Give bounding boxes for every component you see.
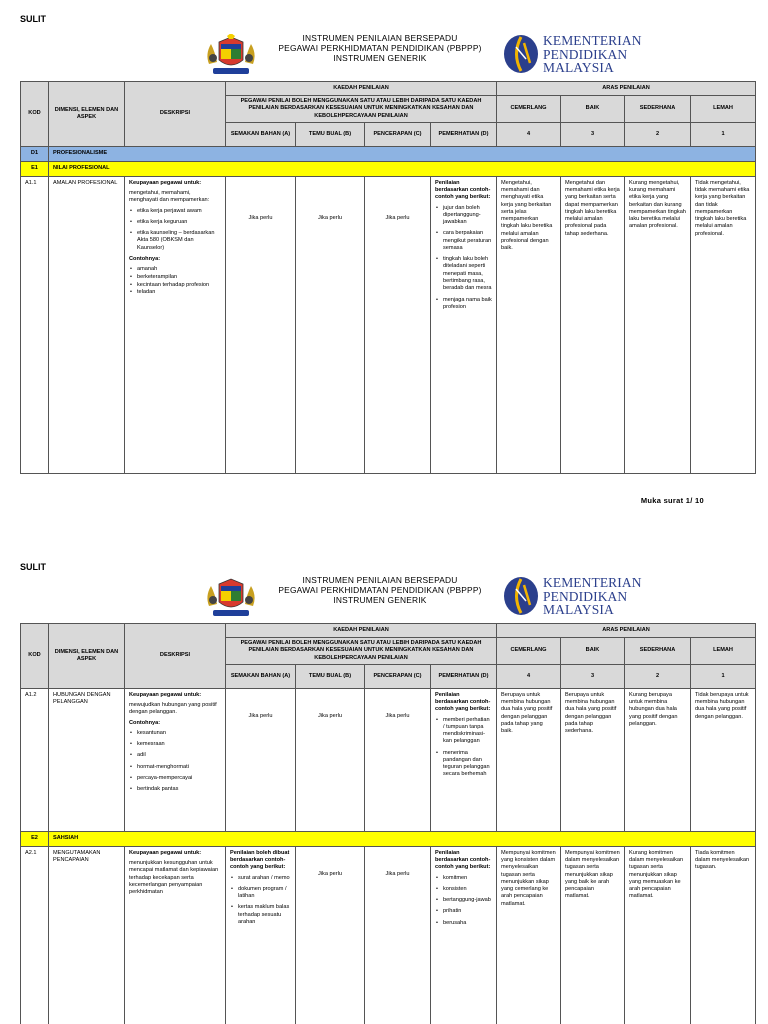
score-2: 2 xyxy=(625,664,691,688)
level-4-text: Berupaya untuk membina hubungan dua hala yang positif dengan pelanggan pada tahap yang baik. xyxy=(497,688,561,831)
assessment-table xyxy=(20,623,756,1024)
table-row: A2.1 MENGUTAMAKAN PENCAPAIAN Keupayaan pegawai untuk: menunjukkan kesungguhan untuk mencapai matlamat dan kepiawaian terhadap kecekapan serta kecemerlangan penyampaian perkhidmatan Penilaian boleh dibuat berdasarkan contoh-contoh yang berikut: • surat arahan / memo • dokumen program / latihan • kertas maklum balas terhadap sesuatu arahan Jika perlu Jika perlu Penilaian berdasarkan contoh-contoh yang berikut: • komitmen • konsisten • bertanggung-jawab • prihatin • berusaha Mempunyai komitmen yang konsisten dalam menyelesaikan tugasan serta menunjukkan sikap yang cemerlang ke arah pencapaian matlamat. Mempunyai komitmen dalam menyelesaikan tugasan serta menunjukkan sikap yang baik ke arah pencapaian matlamat. Kurang komitmen dalam menyelesaikan tugasan serta menunjukkan sikap yang memuaskan ke arah pencapaian matlamat. Tiada komitmen dalam menyelesaikan tugasan. xyxy=(21,846,756,1024)
list-item: • menerima pandangan dan teguran pelanggan secara berhemah xyxy=(435,750,492,779)
level-cemerlang: CEMERLANG xyxy=(497,96,561,123)
col-dimensi: DIMENSI, ELEMEN DAN ASPEK xyxy=(49,82,125,147)
list-item: • etika kerja perjawat awam xyxy=(129,208,221,215)
list-item: • bertanggung-jawab xyxy=(435,897,492,904)
list-item: • prihatin xyxy=(435,908,492,915)
description-cell: Keupayaan pegawai untuk: menunjukkan kesungguhan untuk mencapai matlamat dan kepiawaian terhadap kecekapan serta kecemerlangan penyampaian perkhidmatan xyxy=(125,846,226,1024)
method-pemerhatian: PEMERHATIAN (D) xyxy=(431,664,497,688)
table-row: A1.1 AMALAN PROFESIONAL Keupayaan pegawai untuk: mengetahui, memahami, menghayati dan mempamerkan: • etika kerja perjawat awam • etika kerja keguruan • etika kaunseling – berdasarkan Akta 580 (OBKSM dan Kaunselor) Contohnya: • amanah • berketerampilan • kecintaan terhadap profesion • teladan Jika perlu Jika perlu Jika perlu Penilaian berdasarkan contoh-contoh yang berikut: • jujur dan boleh dipertanggung-jawabkan • cara berpakaian mengikut peraturan semasa • tingkah laku boleh diteladani seperti menepati masa, bertimbang rasa, beradab dan mesra • menjaga nama baik profesion Mengetahui, memahami dan menghayati etika kerja yang berkaitan serta jelas mempamerkan tingkah laku beretika melalui amalan profesional dengan baik. Mengetahui dan memahami etika kerja yang berkaitan serta dapat mempamerkan tingkah laku beretika melalui amalan profesional pada tahap sederhana. Kurang mengetahui, kurang memahami etika kerja yang berkaitan dan kurang mempamerkan tingkah laku beretika melalui amalan profesional. Tidak mengetahui, tidak memahami etika kerja yang berkaitan dan tidak mempamerkan tingkah laku beretika melalui amalan profesional. xyxy=(21,176,756,473)
score-3: 3 xyxy=(561,664,625,688)
score-4: 4 xyxy=(497,664,561,688)
level-2-text: Kurang komitmen dalam menyelesaikan tugasan serta menunjukkan sikap yang memuaskan ke arah pencapaian matlamat. xyxy=(625,846,691,1024)
list-item: • surat arahan / memo xyxy=(230,875,291,882)
level-lemah: LEMAH xyxy=(691,96,756,123)
score-1: 1 xyxy=(691,122,756,146)
level-lemah: LEMAH xyxy=(691,638,756,665)
level-3-text: Berupaya untuk membina hubungan dua hala yang positif dengan pelanggan pada tahap sederhana. xyxy=(561,688,625,831)
list-item: • hormat-menghormati xyxy=(129,764,221,771)
level-3-text: Mengetahui dan memahami etika kerja yang berkaitan serta dapat mempamerkan tingkah laku beretika melalui amalan profesional pada tahap sederhana. xyxy=(561,176,625,473)
ministry-logo xyxy=(502,575,642,619)
material-check-cell: Penilaian boleh dibuat berdasarkan contoh-contoh yang berikut: • surat arahan / memo • dokumen program / latihan • kertas maklum balas terhadap sesuatu arahan xyxy=(226,846,296,1024)
element-row: E1 NILAI PROFESIONAL xyxy=(21,161,756,176)
level-2-text: Kurang mengetahui, kurang memahami etika kerja yang berkaitan dan kurang mempamerkan tingkah laku beretika melalui amalan profesional. xyxy=(625,176,691,473)
classification-label: SULIT xyxy=(20,14,46,24)
col-deskripsi: DESKRIPSI xyxy=(125,624,226,689)
method-semakan: SEMAKAN BAHAN (A) xyxy=(226,122,296,146)
method-pencerapan: PENCERAPAN (C) xyxy=(365,664,431,688)
list-item: • etika kaunseling – berdasarkan Akta 580 (OBKSM dan Kaunselor) xyxy=(129,230,221,252)
level-sederhana: SEDERHANA xyxy=(625,96,691,123)
level-1-text: Tidak berupaya untuk membina hubungan dua hala yang positif dengan pelanggan. xyxy=(691,688,756,831)
list-item: • adil xyxy=(129,752,221,759)
coat-of-arms-icon xyxy=(203,34,259,76)
list-item: • memberi perhatian / tumpuan tanpa mendiskriminasi-kan pelanggan xyxy=(435,717,492,746)
assessment-table xyxy=(20,81,756,474)
coat-of-arms-icon xyxy=(203,576,259,618)
list-item: • menjaga nama baik profesion xyxy=(435,297,492,312)
list-item: • berketerampilan xyxy=(129,274,221,281)
ministry-name: KEMENTERIAN PENDIDIKAN MALAYSIA xyxy=(543,575,642,617)
col-aras: ARAS PENILAIAN xyxy=(497,624,756,638)
level-2-text: Kurang berupaya untuk membina hubungan dua hala yang positif dengan pelanggan. xyxy=(625,688,691,831)
level-4-text: Mempunyai komitmen yang konsisten dalam menyelesaikan tugasan serta menunjukkan sikap yang cemerlang ke arah pencapaian matlamat. xyxy=(497,846,561,1024)
score-3: 3 xyxy=(561,122,625,146)
level-1-text: Tidak mengetahui, tidak memahami etika kerja yang berkaitan dan tidak mempamerkan tingkah laku beretika melalui amalan profesional. xyxy=(691,176,756,473)
col-kaedah: KAEDAH PENILAIAN xyxy=(226,624,497,638)
kaedah-note: PEGAWAI PENILAI BOLEH MENGGUNAKAN SATU ATAU LEBIH DARIPADA SATU KAEDAH PENILAIAN BERDASARKAN KESESUAIAN UNTUK MENINGKATKAN KESAHAN DAN KEBOLEHPERCAYAAN PENILAIAN xyxy=(226,638,497,665)
document-title: INSTRUMEN PENILAIAN BERSEPADU PEGAWAI PERKHIDMATAN PENDIDIKAN (PBPPP) INSTRUMEN GENERIK xyxy=(278,575,482,605)
level-sederhana: SEDERHANA xyxy=(625,638,691,665)
classification-label: SULIT xyxy=(20,562,46,572)
level-3-text: Mempunyai komitmen dalam menyelesaikan tugasan serta menunjukkan sikap yang baik ke arah pencapaian matlamat. xyxy=(561,846,625,1024)
list-item: • cara berpakaian mengikut peraturan semasa xyxy=(435,230,492,252)
col-aras: ARAS PENILAIAN xyxy=(497,82,756,96)
observation-cell: Penilaian berdasarkan contoh-contoh yang berikut: • memberi perhatian / tumpuan tanpa mendiskriminasi-kan pelanggan • menerima pandangan dan teguran pelanggan secara berhemah xyxy=(431,688,497,831)
list-item: • etika kerja keguruan xyxy=(129,219,221,226)
observation-cell: Penilaian berdasarkan contoh-contoh yang berikut: • komitmen • konsisten • bertanggung-jawab • prihatin • berusaha xyxy=(431,846,497,1024)
list-item: • percaya-mempercayai xyxy=(129,775,221,782)
level-cemerlang: CEMERLANG xyxy=(497,638,561,665)
level-4-text: Mengetahui, memahami dan menghayati etika kerja yang berkaitan serta jelas mempamerkan tingkah laku beretika melalui amalan profesional dengan baik. xyxy=(497,176,561,473)
level-baik: BAIK xyxy=(561,638,625,665)
document-title: INSTRUMEN PENILAIAN BERSEPADU PEGAWAI PERKHIDMATAN PENDIDIKAN (PBPPP) INSTRUMEN GENERIK xyxy=(278,33,482,63)
method-pencerapan: PENCERAPAN (C) xyxy=(365,122,431,146)
list-item: • kemesraan xyxy=(129,741,221,748)
list-item: • kesantunan xyxy=(129,730,221,737)
list-item: • bertindak pantas xyxy=(129,786,221,793)
list-item: • tingkah laku boleh diteladani seperti menepati masa, bertimbang rasa, beradab dan mesra xyxy=(435,256,492,292)
kaedah-note: PEGAWAI PENILAI BOLEH MENGGUNAKAN SATU ATAU LEBIH DARIPADA SATU KAEDAH PENILAIAN BERDASARKAN KESESUAIAN UNTUK MENINGKATKAN KESAHAN DAN KEBOLEHPERCAYAAN PENILAIAN xyxy=(226,96,497,123)
method-semakan: SEMAKAN BAHAN (A) xyxy=(226,664,296,688)
list-item: • konsisten xyxy=(435,886,492,893)
list-item: • dokumen program / latihan xyxy=(230,886,291,901)
list-item: • berusaha xyxy=(435,920,492,927)
list-item: • komitmen xyxy=(435,875,492,882)
ministry-logo xyxy=(502,33,642,77)
list-item: • amanah xyxy=(129,266,221,273)
ministry-emblem-icon xyxy=(502,575,540,617)
list-item: • kecintaan terhadap profesion xyxy=(129,282,221,289)
col-kaedah: KAEDAH PENILAIAN xyxy=(226,82,497,96)
page-number: Muka surat 1/ 10 xyxy=(640,496,704,505)
list-item: • teladan xyxy=(129,289,221,296)
list-item: • kertas maklum balas terhadap sesuatu arahan xyxy=(230,904,291,926)
observation-cell: Penilaian berdasarkan contoh-contoh yang berikut: • jujur dan boleh dipertanggung-jawabkan • cara berpakaian mengikut peraturan semasa • tingkah laku boleh diteladani seperti menepati masa, bertimbang rasa, beradab dan mesra • menjaga nama baik profesion xyxy=(431,176,497,473)
method-temu-bual: TEMU BUAL (B) xyxy=(296,664,365,688)
ministry-name: KEMENTERIAN PENDIDIKAN MALAYSIA xyxy=(543,33,642,75)
method-pemerhatian: PEMERHATIAN (D) xyxy=(431,122,497,146)
description-cell: Keupayaan pegawai untuk: mewujudkan hubungan yang positif dengan pelanggan. Contohnya: • kesantunan • kemesraan • adil • hormat-menghormati • percaya-mempercayai • bertindak pantas xyxy=(125,688,226,831)
score-2: 2 xyxy=(625,122,691,146)
col-deskripsi: DESKRIPSI xyxy=(125,82,226,147)
col-dimensi: DIMENSI, ELEMEN DAN ASPEK xyxy=(49,624,125,689)
level-baik: BAIK xyxy=(561,96,625,123)
ministry-emblem-icon xyxy=(502,33,540,75)
score-1: 1 xyxy=(691,664,756,688)
dimension-row: D1 PROFESIONALISME xyxy=(21,146,756,161)
element-row: E2 SAHSIAH xyxy=(21,831,756,846)
score-4: 4 xyxy=(497,122,561,146)
method-temu-bual: TEMU BUAL (B) xyxy=(296,122,365,146)
level-1-text: Tiada komitmen dalam menyelesaikan tugasan. xyxy=(691,846,756,1024)
description-cell: Keupayaan pegawai untuk: mengetahui, memahami, menghayati dan mempamerkan: • etika kerja perjawat awam • etika kerja keguruan • etika kaunseling – berdasarkan Akta 580 (OBKSM dan Kaunselor) Contohnya: • amanah • berketerampilan • kecintaan terhadap profesion • teladan xyxy=(125,176,226,473)
table-row: A1.2 HUBUNGAN DENGAN PELANGGAN Keupayaan pegawai untuk: mewujudkan hubungan yang positif dengan pelanggan. Contohnya: • kesantunan • kemesraan • adil • hormat-menghormati • percaya-mempercayai • bertindak pantas Jika perlu Jika perlu Jika perlu Penilaian berdasarkan contoh-contoh yang berikut: • memberi perhatian / tumpuan tanpa mendiskriminasi-kan pelanggan • menerima pandangan dan teguran pelanggan secara berhemah Berupaya untuk membina hubungan dua hala yang positif dengan pelanggan pada tahap yang baik. Berupaya untuk membina hubungan dua hala yang positif dengan pelanggan pada tahap sederhana. Kurang berupaya untuk membina hubungan dua hala yang positif dengan pelanggan. Tidak berupaya untuk membina hubungan dua hala yang positif dengan pelanggan. xyxy=(21,688,756,831)
list-item: • jujur dan boleh dipertanggung-jawabkan xyxy=(435,205,492,227)
document-page-2 xyxy=(0,548,768,1024)
col-kod: KOD xyxy=(21,82,49,147)
col-kod: KOD xyxy=(21,624,49,689)
